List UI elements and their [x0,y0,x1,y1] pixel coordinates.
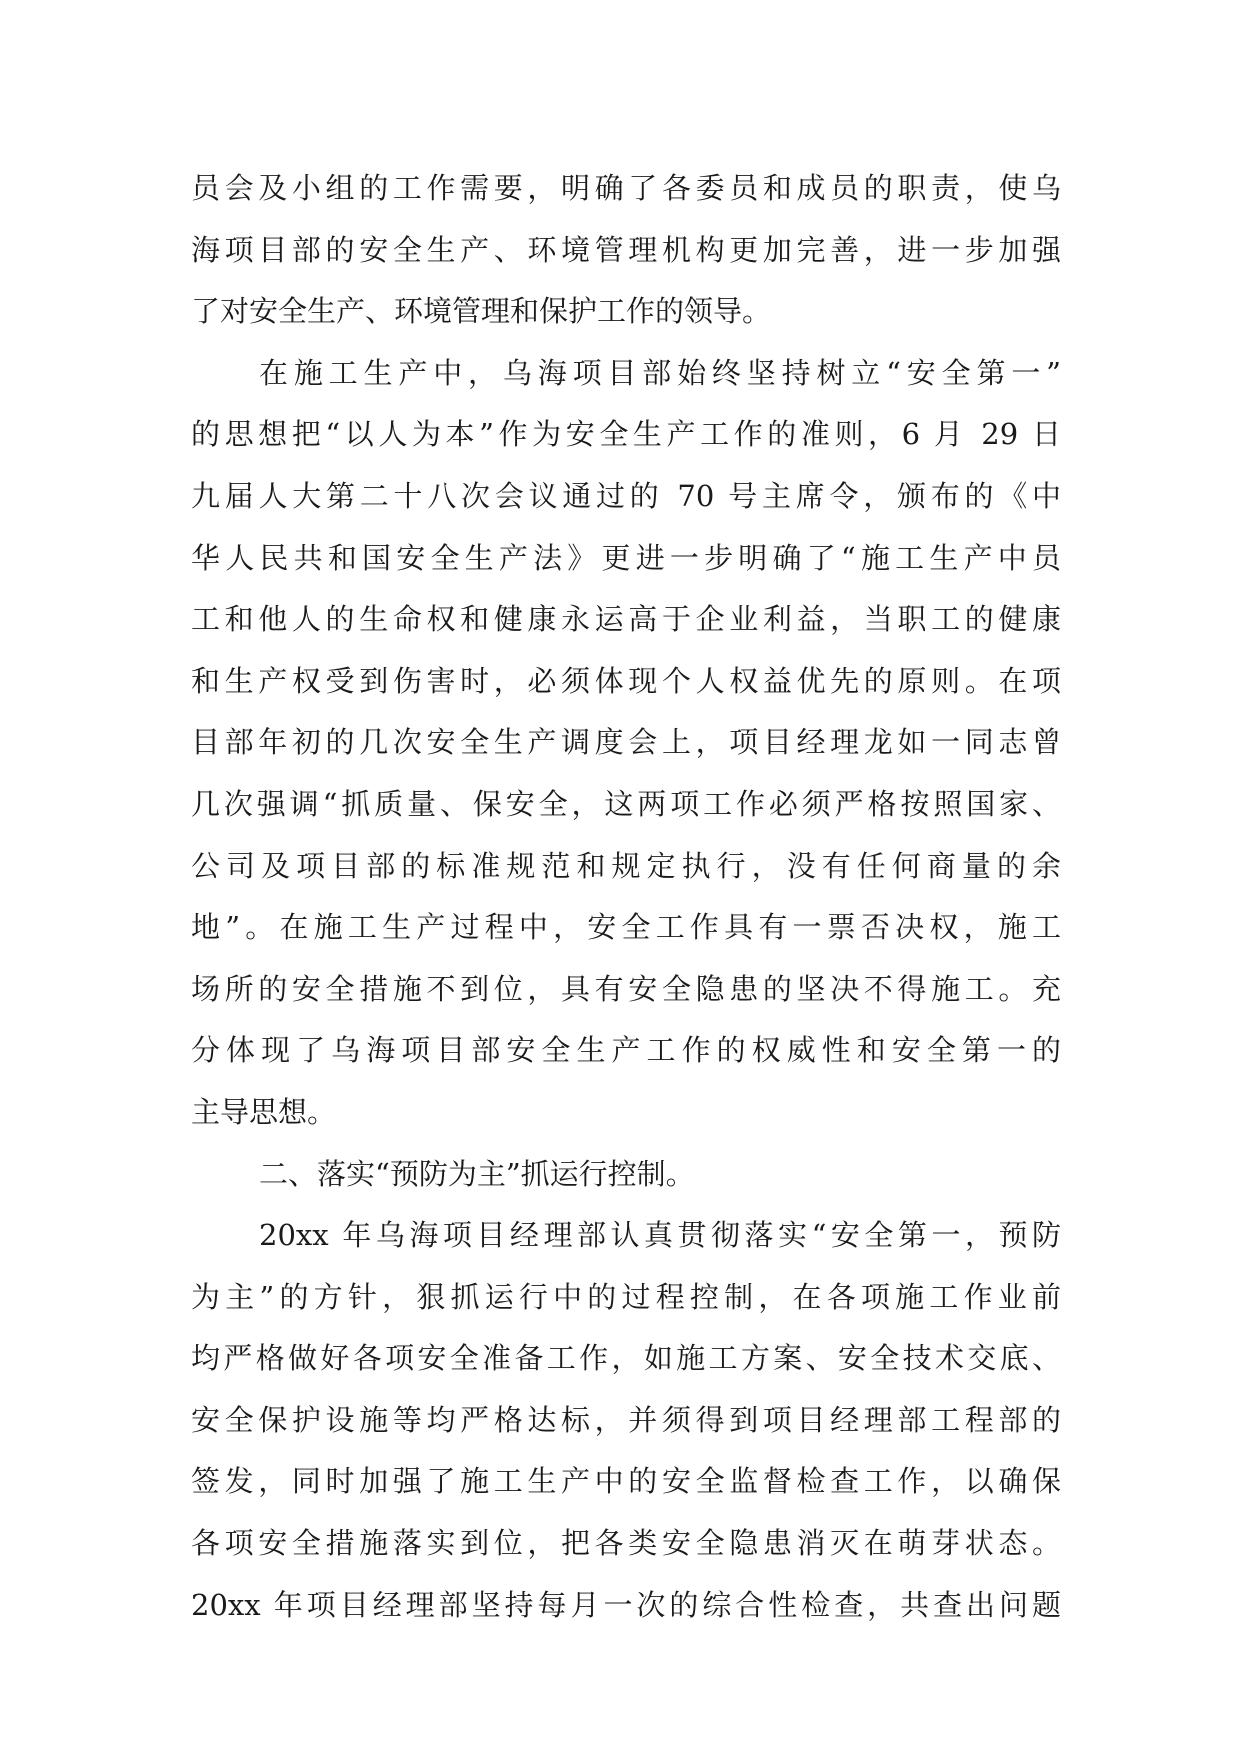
text-line: 了对安全生产、环境管理和保护工作的领导。 [191,294,772,329]
text-line: 场所的安全措施不到位，具有安全隐患的坚决不得施工。充 [191,971,1061,1006]
text-line: 地”。在施工生产过程中，安全工作具有一票否决权，施工 [191,910,1061,945]
text-line: 20xx 年项目经理部坚持每月一次的综合性检查，共查出问题 [191,1587,1061,1622]
text-line: 的思想把“以人为本”作为安全生产工作的准则，6 月 29 日 [191,417,1061,452]
text-line: 和生产权受到伤害时，必须体现个人权益优先的原则。在项 [191,663,1061,698]
text-line: 公司及项目部的标准规范和规定执行，没有任何商量的余 [191,848,1061,883]
paragraph-start-line: 20xx 年乌海项目经理部认真贯彻落实“安全第一，预防 [259,1218,1061,1253]
text-line: 分体现了乌海项目部安全生产工作的权威性和安全第一的 [191,1033,1061,1068]
body-text [191,158,1061,1636]
text-line: 几次强调“抓质量、保安全，这两项工作必须严格按照国家、 [191,786,1061,821]
paragraph-start-line: 在施工生产中，乌海项目部始终坚持树立“安全第一” [259,355,1061,390]
section-heading: 二、落实“预防为主”抓运行控制。 [259,1156,695,1191]
text-line: 海项目部的安全生产、环境管理机构更加完善，进一步加强 [191,232,1061,267]
text-line: 均严格做好各项安全准备工作，如施工方案、安全技术交底、 [191,1341,1061,1376]
text-line: 华人民共和国安全生产法》更进一步明确了“施工生产中员 [191,540,1061,575]
text-line: 目部年初的几次安全生产调度会上，项目经理龙如一同志曾 [191,725,1061,760]
text-line: 九届人大第二十八次会议通过的 70 号主席令，颁布的《中 [191,478,1061,513]
text-line: 各项安全措施落实到位，把各类安全隐患消灭在萌芽状态。 [191,1526,1061,1561]
text-line: 工和他人的生命权和健康永运高于企业利益，当职工的健康 [191,602,1061,637]
text-line: 为主”的方针，狠抓运行中的过程控制，在各项施工作业前 [191,1279,1061,1314]
text-line: 签发，同时加强了施工生产中的安全监督检查工作，以确保 [191,1464,1061,1499]
text-line: 员会及小组的工作需要，明确了各委员和成员的职责，使乌 [191,171,1061,205]
text-line: 主导思想。 [191,1094,337,1129]
text-line: 安全保护设施等均严格达标，并须得到项目经理部工程部的 [191,1402,1061,1437]
